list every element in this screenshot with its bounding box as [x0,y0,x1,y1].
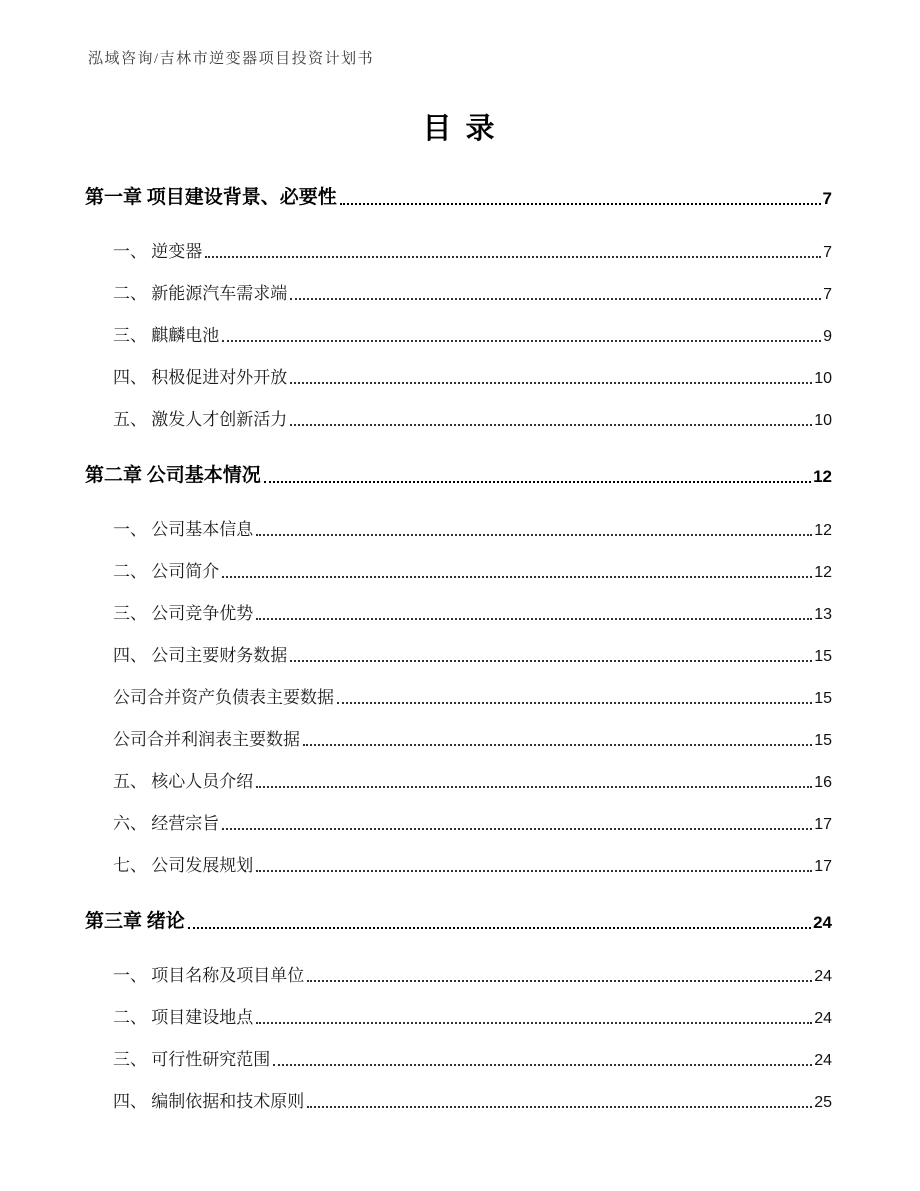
toc-item-row [85,365,832,388]
toc-entry-page: 10 [814,370,832,387]
toc-entry-label: 二、 公司简介 [113,562,220,581]
toc-entry-page: 10 [814,412,832,429]
toc-entry-label: 二、 项目建设地点 [113,1008,254,1027]
dot-leader [222,340,821,342]
toc-item-row [85,239,832,262]
dot-leader [290,660,812,662]
page-title: 目录 [422,113,509,145]
dot-leader [307,980,812,982]
toc-entry-label: 三、 可行性研究范围 [113,1050,271,1069]
toc-entry-label: 第三章 绪论 [85,911,185,932]
dot-leader [256,786,812,788]
toc-entry-label: 四、 公司主要财务数据 [113,646,288,665]
toc-entry-label: 第一章 项目建设背景、必要性 [85,187,337,208]
toc-entry-page: 12 [813,467,832,486]
toc-item-row [85,643,832,666]
toc-chapter-row [85,460,832,487]
toc-entry-label: 五、 激发人才创新活力 [113,410,288,429]
toc-entry-label: 一、 逆变器 [113,242,203,261]
toc-entry-label: 四、 编制依据和技术原则 [113,1092,305,1111]
toc-entry-label: 一、 项目名称及项目单位 [113,966,305,985]
dot-leader [340,203,821,205]
toc-entry-label: 公司合并利润表主要数据 [113,730,300,749]
toc-chapter-row [85,906,832,933]
toc-entry-label: 六、 经营宗旨 [113,814,220,833]
toc-entry-page: 12 [814,564,832,581]
toc-entry-page: 24 [813,913,832,932]
toc-entry-label: 五、 核心人员介绍 [113,772,254,791]
toc-item-row [85,963,832,986]
toc-entry-page: 17 [814,858,832,875]
toc-item-row [85,323,832,346]
toc-entry-label: 三、 公司竞争优势 [113,604,254,623]
document-header: 泓域咨询/吉林市逆变器项目投资计划书 [88,51,375,67]
toc-item-row [85,811,832,834]
toc-entry-page: 7 [823,244,832,261]
toc-entry-label: 二、 新能源汽车需求端 [113,284,288,303]
dot-leader [307,1106,812,1108]
toc-entry-page: 15 [814,690,832,707]
dot-leader [290,424,812,426]
toc-entry-page: 15 [814,648,832,665]
toc-item-row [85,517,832,540]
toc-entry-label: 第二章 公司基本情况 [85,465,261,486]
toc-item-row [85,1005,832,1028]
toc-entry-page: 7 [823,286,832,303]
toc-entry-page: 15 [814,732,832,749]
toc-entry-page: 24 [814,968,832,985]
toc-entry-page: 7 [822,189,832,208]
toc-entry-page: 24 [814,1010,832,1027]
toc-entry-label: 七、 公司发展规划 [113,856,254,875]
toc-chapter-row [85,182,832,209]
toc-item-row [85,727,832,750]
dot-leader [264,481,811,483]
dot-leader [337,702,812,704]
toc-entry-page: 9 [823,328,832,345]
dot-leader [256,870,812,872]
toc-entry-label: 三、 麒麟电池 [113,326,220,345]
toc-entry-page: 24 [814,1052,832,1069]
dot-leader [222,576,812,578]
dot-leader [256,534,812,536]
dot-leader [303,744,812,746]
toc-item-row [85,601,832,624]
toc-item-row [85,769,832,792]
toc-item-row [85,853,832,876]
dot-leader [205,256,821,258]
toc-item-row [85,407,832,430]
toc-entry-page: 25 [814,1094,832,1111]
dot-leader [222,828,812,830]
toc [85,182,832,1112]
toc-entry-label: 一、 公司基本信息 [113,520,254,539]
dot-leader [256,1022,812,1024]
toc-item-row [85,559,832,582]
toc-item-row [85,281,832,304]
toc-item-row [85,1089,832,1112]
dot-leader [290,382,812,384]
toc-item-row [85,685,832,708]
dot-leader [188,927,811,929]
dot-leader [290,298,821,300]
toc-entry-page: 17 [814,816,832,833]
toc-entry-page: 13 [814,606,832,623]
dot-leader [273,1064,812,1066]
toc-entry-label: 四、 积极促进对外开放 [113,368,288,387]
toc-entry-page: 12 [814,522,832,539]
dot-leader [256,618,812,620]
toc-entry-page: 16 [814,774,832,791]
toc-item-row [85,1047,832,1070]
toc-entry-label: 公司合并资产负债表主要数据 [113,688,334,707]
